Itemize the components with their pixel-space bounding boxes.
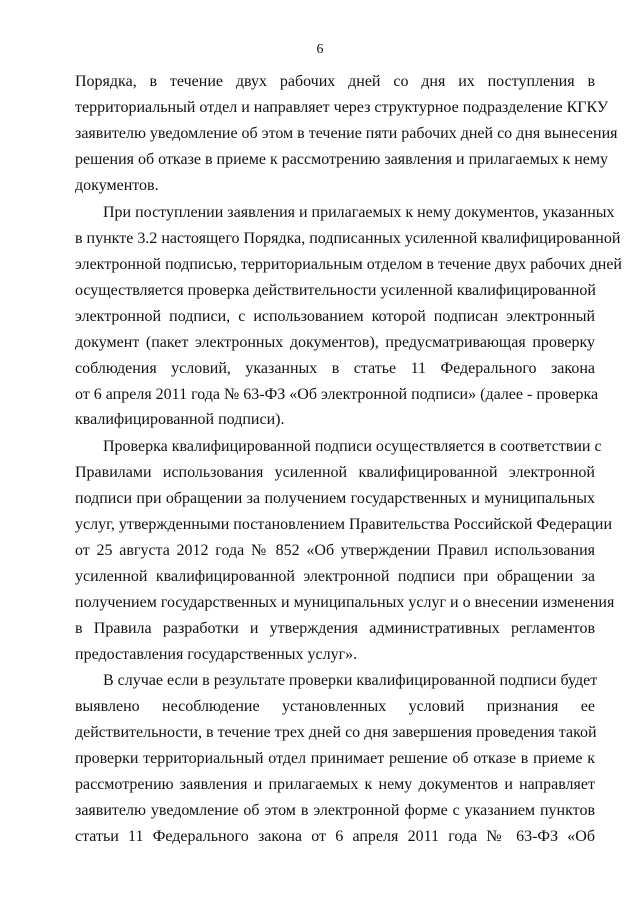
text-line: от 6 апреля 2011 года № 63-ФЗ «Об электронной подписи» (далее - проверка [75,386,599,403]
text-line: заявителю уведомление об этом в электронной форме с указанием пунктов [75,802,595,819]
text-line: документов. [75,177,159,194]
text-line: предоставления государственных услуг». [75,646,358,663]
paragraph-first-line: Проверка квалифицированной подписи осуществляется в соответствии с [103,438,602,455]
text-line: территориальный отдел и направляет через структурное подразделение КГКУ [75,99,609,116]
text-line: электронной подписи, с использованием которой подписан электронный [75,308,595,325]
text-line: в Правила разработки и утверждения административных регламентов [75,620,595,637]
text-line: услуг, утвержденными постановлением Правительства Российской Федерации [75,516,613,533]
text-line: от 25 августа 2012 года № 852 «Об утверждении Правил использования [75,542,595,559]
text-line: квалифицированной подписи). [75,411,285,428]
text-line: усиленной квалифицированной электронной подписи при обращении за [75,568,595,585]
text-line: рассмотрению заявления и прилагаемых к нему документов и направляет [75,776,595,793]
text-line: заявителю уведомление об этом в течение пяти рабочих дней со дня вынесения [75,125,618,142]
text-line: осуществляется проверка действительности усиленной квалифицированной [75,282,596,299]
text-line: электронной подписью, территориальным отделом в течение двух рабочих дней [75,256,622,273]
text-line: решения об отказе в приеме к рассмотрению заявления и прилагаемых к нему [75,151,609,168]
page-number: 6 [316,42,324,57]
text-line: в пункте 3.2 настоящего Порядка, подписанных усиленной квалифицированной [75,230,621,247]
text-line: получением государственных и муниципальных услуг и о внесении изменения [75,594,615,611]
text-line: документ (пакет электронных документов), предусматривающая проверку [75,334,595,351]
text-line: Правилами использования усиленной квалифицированной электронной [75,464,595,481]
text-line: подписи при обращении за получением государственных и муниципальных [75,490,595,507]
paragraph-first-line: При поступлении заявления и прилагаемых к нему документов, указанных [103,204,615,221]
text-line: действительности, в течение трех дней со дня завершения проведения такой [75,724,597,741]
text-line: статьи 11 Федерального закона от 6 апреля 2011 года № 63-ФЗ «Об [75,828,595,845]
paragraph-first-line: В случае если в результате проверки квалифицированной подписи будет [103,672,598,689]
text-line: проверки территориальный отдел принимает решение об отказе в приеме к [75,750,595,767]
text-line: Порядка, в течение двух рабочих дней со дня их поступления в [75,73,595,90]
text-line: выявлено несоблюдение установленных условий признания ее [75,698,595,715]
text-line: соблюдения условий, указанных в статье 11 Федерального закона [75,360,595,377]
